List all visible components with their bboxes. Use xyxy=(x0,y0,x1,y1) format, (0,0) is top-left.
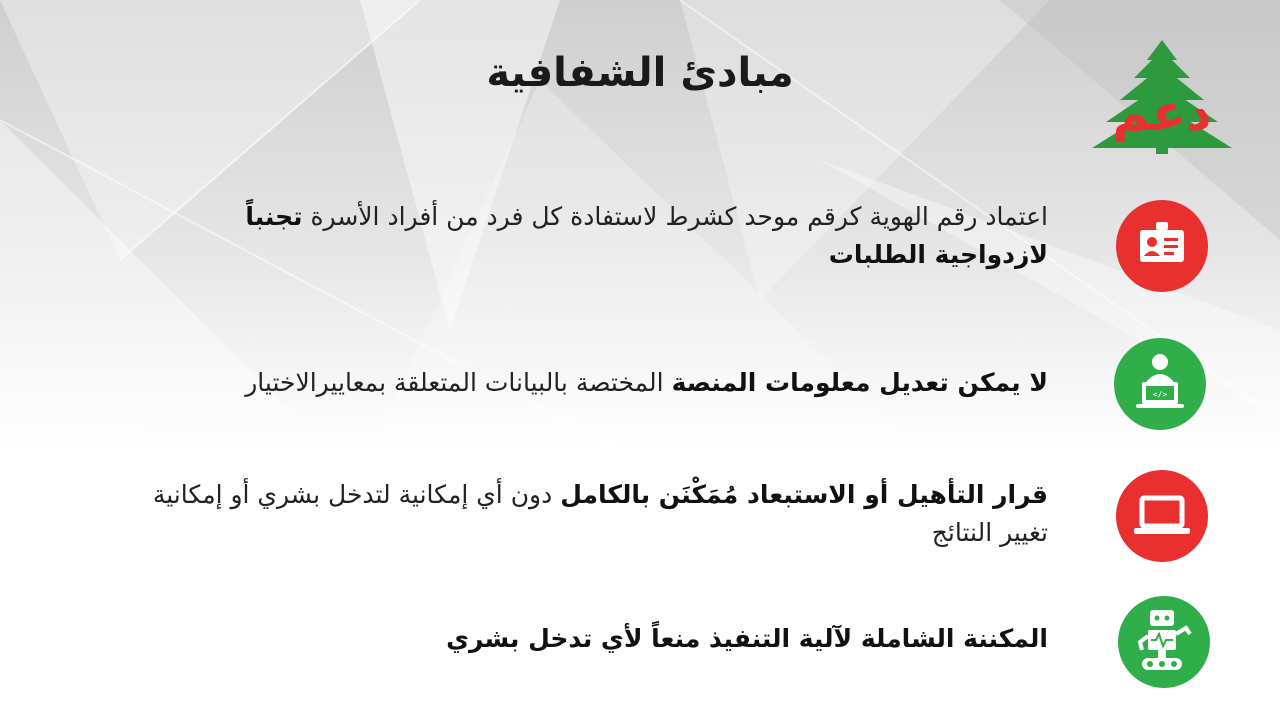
item-1-line-1 xyxy=(88,198,1048,236)
principle-item-2 xyxy=(88,364,1048,402)
item-3-line-2 xyxy=(88,514,1048,552)
item-2-bold: لا يمكن تعديل معلومات المنصة xyxy=(671,368,1048,397)
svg-text:</>: </> xyxy=(1152,390,1168,399)
item-2-line-1 xyxy=(88,364,1048,402)
item-1-bold: تجنباً xyxy=(245,202,303,231)
slide-title-text: مبادئ الشفافية xyxy=(486,50,794,96)
item-4-bold: المكننة الشاملة لآلية التنفيذ منعاً لأي تدخل بشري xyxy=(446,624,1048,653)
item-3-bold: قرار التأهيل أو الاستبعاد مُمَكْنَن بالكامل xyxy=(560,480,1048,509)
principle-item-3 xyxy=(88,476,1048,552)
developer-laptop-icon xyxy=(1114,338,1206,430)
laptop-icon xyxy=(1116,470,1208,562)
principle-item-1 xyxy=(88,198,1048,274)
item-3-plain: دون أي إمكانية لتدخل بشري أو إمكانية xyxy=(152,480,561,509)
item-1-plain: اعتماد رقم الهوية كرقم موحد كشرط لاستفادة كل فرد من أفراد الأسرة xyxy=(302,202,1048,231)
item-1-line-2-bold: لازدواجية الطلبات xyxy=(828,240,1048,269)
item-4-line-1 xyxy=(88,620,1048,658)
item-2-plain: المختصة بالبيانات المتعلقة بمعاييرالاختيار xyxy=(245,368,672,397)
item-3-line-1 xyxy=(88,476,1048,514)
id-card-icon xyxy=(1116,200,1208,292)
slide-title xyxy=(0,50,1280,96)
item-3-line-2-plain: تغيير النتائج xyxy=(931,518,1048,547)
robot-icon xyxy=(1118,596,1210,688)
principle-item-4 xyxy=(88,620,1048,658)
item-1-line-2 xyxy=(88,236,1048,274)
logo-text: دعم xyxy=(1112,84,1212,142)
